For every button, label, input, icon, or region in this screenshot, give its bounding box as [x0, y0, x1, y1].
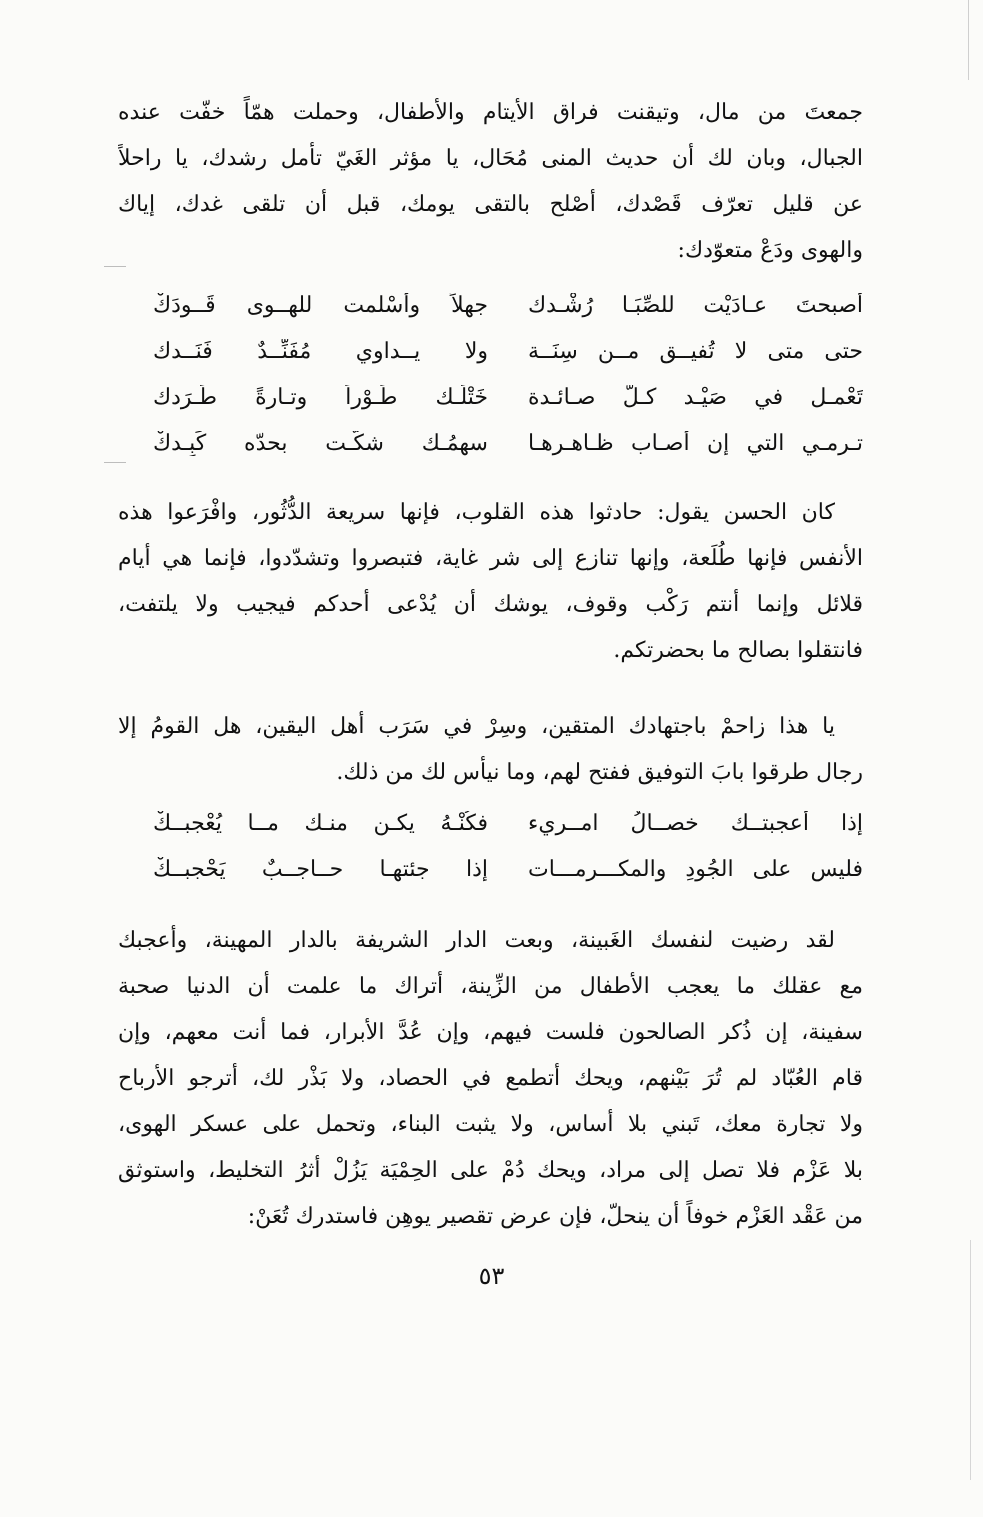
text-line: الأنفس فإنها طُلَعة، وإنها تنازع إلى شر غاية، فتبصروا وتشدّدوا، فإنما هي أيام — [118, 546, 863, 571]
paragraph-3 — [118, 704, 863, 796]
verse-first-hemistich: حتى متى لا تُفيــق مــن سِنَــة — [528, 338, 863, 364]
text-line: كان الحسن يقول: حادثوا هذه القلوب، فإنها سريعة الدُّثُور، وافْرَعوا هذه — [118, 500, 835, 525]
verse-second-hemistich: جهلاً وأسْلمت للهــوى قَــودَكْ — [153, 292, 488, 318]
verse-second-hemistich: سهمُـك شكَّـت بحدّه كَبِـدكْ — [153, 430, 488, 456]
verse-line — [153, 282, 863, 328]
verse-first-hemistich: إذا أعجبتــك خصــالُ امــريء — [528, 810, 863, 836]
paragraph-2 — [118, 490, 863, 674]
text-line: فانتقلوا بصالح ما بحضرتكم. — [613, 638, 863, 663]
text-line: مع عقلك ما يعجب الأطفال من الزِّينة، أتراك ما علمت أن الدنيا صحبة — [118, 974, 863, 999]
verse-first-hemistich: أصبحتَ عـادَيْت للصِّبَـا رُشْـدك — [528, 292, 863, 318]
paragraph-4 — [118, 918, 863, 1240]
verse-line — [153, 800, 863, 846]
verse-line — [153, 328, 863, 374]
text-line: قلائل وإنما أنتم رَكْب وقوف، يوشك أن يُدْعى أحدكم فيجيب ولا يلتفت، — [118, 592, 863, 617]
scan-artifact-mark — [104, 462, 126, 463]
text-line: سفينة، إن ذُكر الصالحون فلست فيهم، وإن عُدَّ الأبرار، فما أنت معهم، وإن — [118, 1020, 863, 1045]
verse-first-hemistich: تَعْمـل في صَيْـد كـلّ صـائـدة — [528, 384, 863, 410]
poem-1 — [153, 282, 863, 466]
verse-line — [153, 420, 863, 466]
text-line: جمعتَ من مال، وتيقنت فراق الأيتام والأطفال، وحملت همّاً خفّت عنده — [118, 100, 863, 125]
verse-first-hemistich: تـرمـي التي إن أصـاب ظـاهـرهـا — [528, 430, 863, 456]
text-line: لقد رضيت لنفسك الغَبينة، وبعت الدار الشريفة بالدار المهينة، وأعجبك — [118, 928, 835, 953]
verse-second-hemistich: فكُنْـهُ يكـن منـك مــا يُعْجبــكْ — [153, 810, 488, 836]
verse-second-hemistich: إذا جئتهـا حــاجــبٌ يَحْجبــكْ — [153, 856, 488, 882]
text-line: رجال طرقوا بابَ التوفيق ففتح لهم، وما نيأس لك من ذلك. — [336, 760, 863, 785]
verse-line — [153, 846, 863, 892]
text-line: والهوى ودَعْ متعوّدك: — [677, 238, 863, 263]
verse-line — [153, 374, 863, 420]
verse-second-hemistich: ولا يــداوي مُفَنِّــدٌ فَنَــدك — [153, 338, 488, 364]
scan-artifact-line — [968, 0, 969, 80]
paragraph-1 — [118, 90, 863, 274]
text-line: يا هذا زاحمْ باجتهادك المتقين، وسِرْ في سَرَب أهل اليقين، هل القومُ إلا — [118, 714, 835, 739]
text-line: قام العُبّاد لم تُرَ بَيْنهم، ويحك أتطمع في الحصاد، ولا بَذْر لك، أترجو الأرباح — [118, 1066, 863, 1091]
text-line: ولا تجارة معك، تَبني بلا أساس، ولا يثبت البناء، وتحمل على عسكر الهوى، — [118, 1112, 863, 1137]
verse-second-hemistich: خَتْلَـك طَـوْراً وتـارةً طَـرَدك — [153, 384, 488, 410]
text-line: بلا عَزْم فلا تصل إلى مراد، ويحك دُمْ على الحِمْيَة يَزُلْ أثرُ التخليط، واستوثق — [118, 1158, 863, 1183]
poem-2 — [153, 800, 863, 892]
text-line: الجبال، وبان لك أن حديث المنى مُحَال، يا مؤثر الغَيّ تأمل رشدك، يا راحلاً — [118, 146, 863, 171]
text-line: عن قليل تعرّف قَصْدك، أصْلح بالتقى يومك، قبل أن تلقى غدك، إياك — [118, 192, 863, 217]
page-number: ٥٣ — [478, 1262, 505, 1290]
verse-first-hemistich: فليس على الجُودِ والمكـــرمـــات — [528, 856, 863, 882]
text-line: من عَقْد العَزْم خوفاً أن ينحلّ، فإن عرض تقصير يوهِن فاستدرك تُعَنْ: — [247, 1204, 863, 1229]
